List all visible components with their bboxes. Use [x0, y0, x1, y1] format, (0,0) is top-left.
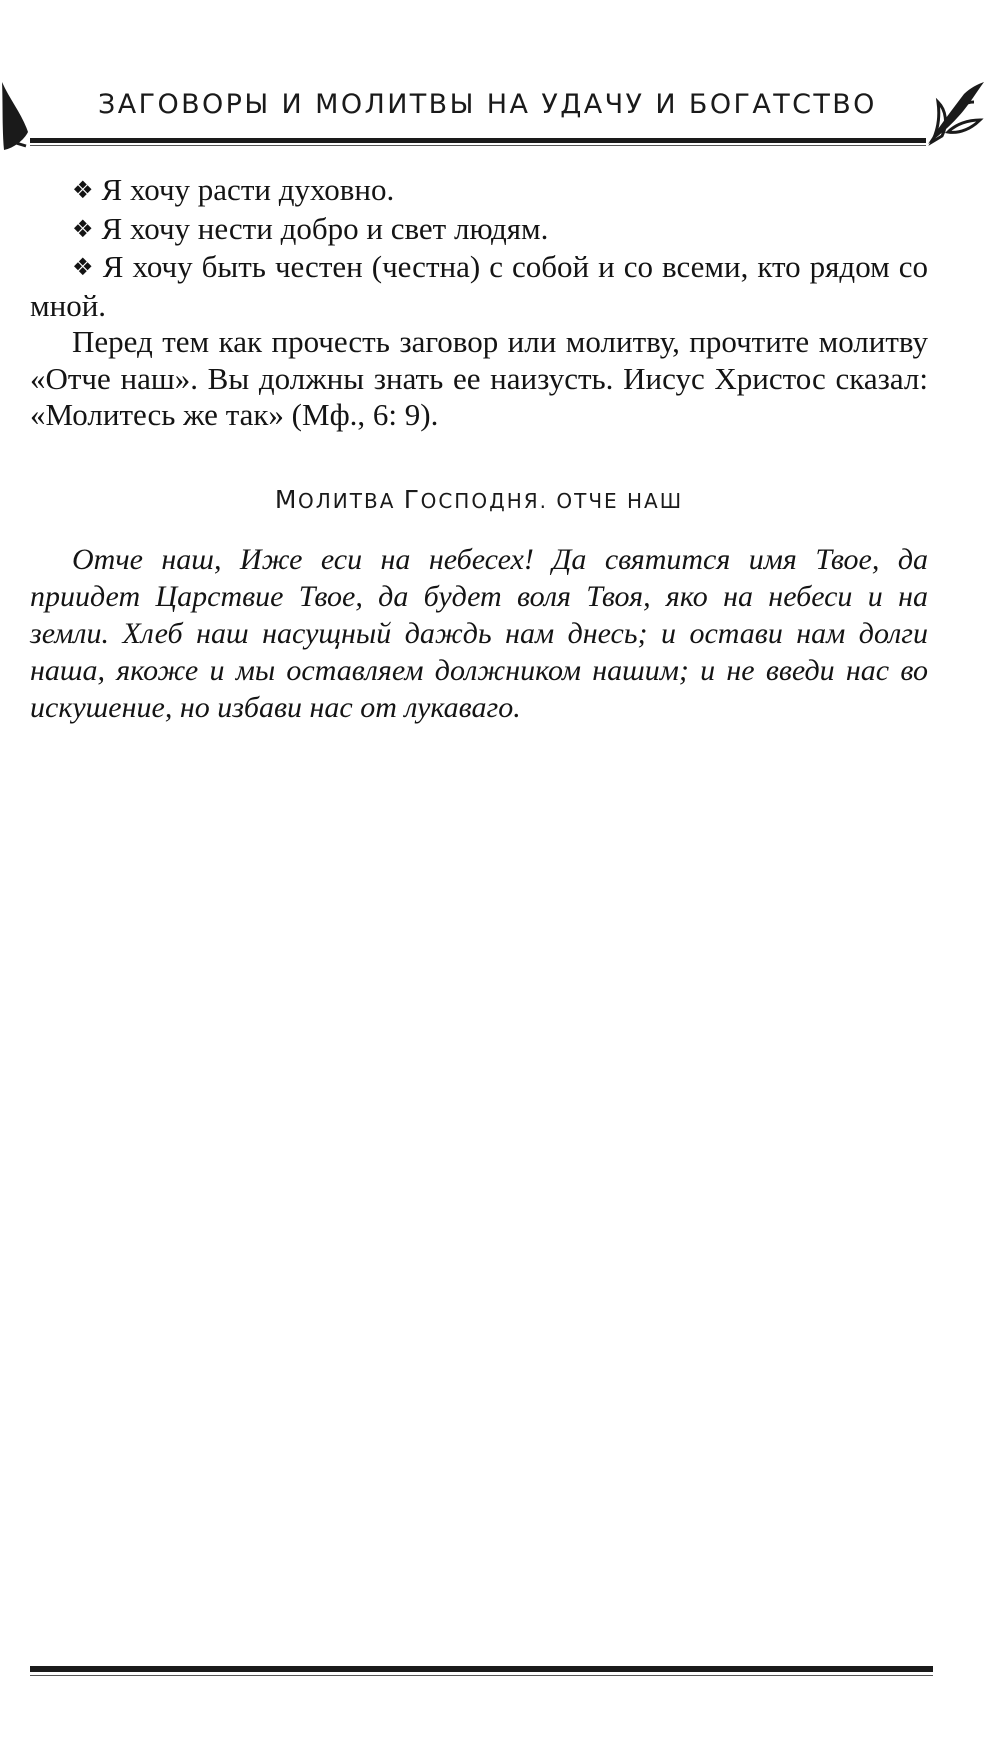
intro-paragraph: Перед тем как прочесть заговор или молитву, прочтите молитву «Отче наш». Вы должны знать ее наизусть. Иисус Христос сказал: «Молитесь же так» (Мф., 6: 9). — [30, 324, 928, 432]
bullet-item: ❖ Я хочу расти духовно. — [72, 172, 395, 207]
diamond-bullet-icon: ❖ — [72, 253, 95, 281]
body-text — [30, 172, 928, 434]
diamond-bullet-icon: ❖ — [72, 214, 94, 243]
bullet-item: ❖ Я хочу нести добро и свет людям. — [72, 210, 549, 246]
prayer-text: Отче наш, Иже еси на небесех! Да святится имя Твое, да приидет Царствие Твое, да будет воля Твоя, яко на небеси и на земли. Хлеб наш насущный даждь нам днесь; и остави нам долги наша, якоже и мы оставляем должником нашим; и не введи нас во искушение, но избави нас от лукаваго. — [30, 543, 928, 724]
header-rule-thin — [30, 145, 926, 146]
diamond-bullet-icon: ❖ — [72, 176, 94, 204]
running-title: ЗАГОВОРЫ И МОЛИТВЫ НА УДАЧУ И БОГАТСТВО — [98, 89, 877, 120]
footer-rule-thin — [30, 1675, 933, 1676]
bullet-item: ❖ Я хочу быть честен (честна) с собой и со всеми, кто рядом со мной. — [30, 249, 929, 323]
section-heading: МОЛИТВА ГОСПОДНЯ. ОТЧЕ НАШ — [274, 485, 684, 514]
brush-ornament-icon — [0, 80, 30, 152]
header-rule — [30, 138, 926, 143]
running-header — [0, 62, 1000, 152]
footer-rule — [30, 1666, 933, 1672]
leaf-ornament-icon — [924, 80, 986, 148]
